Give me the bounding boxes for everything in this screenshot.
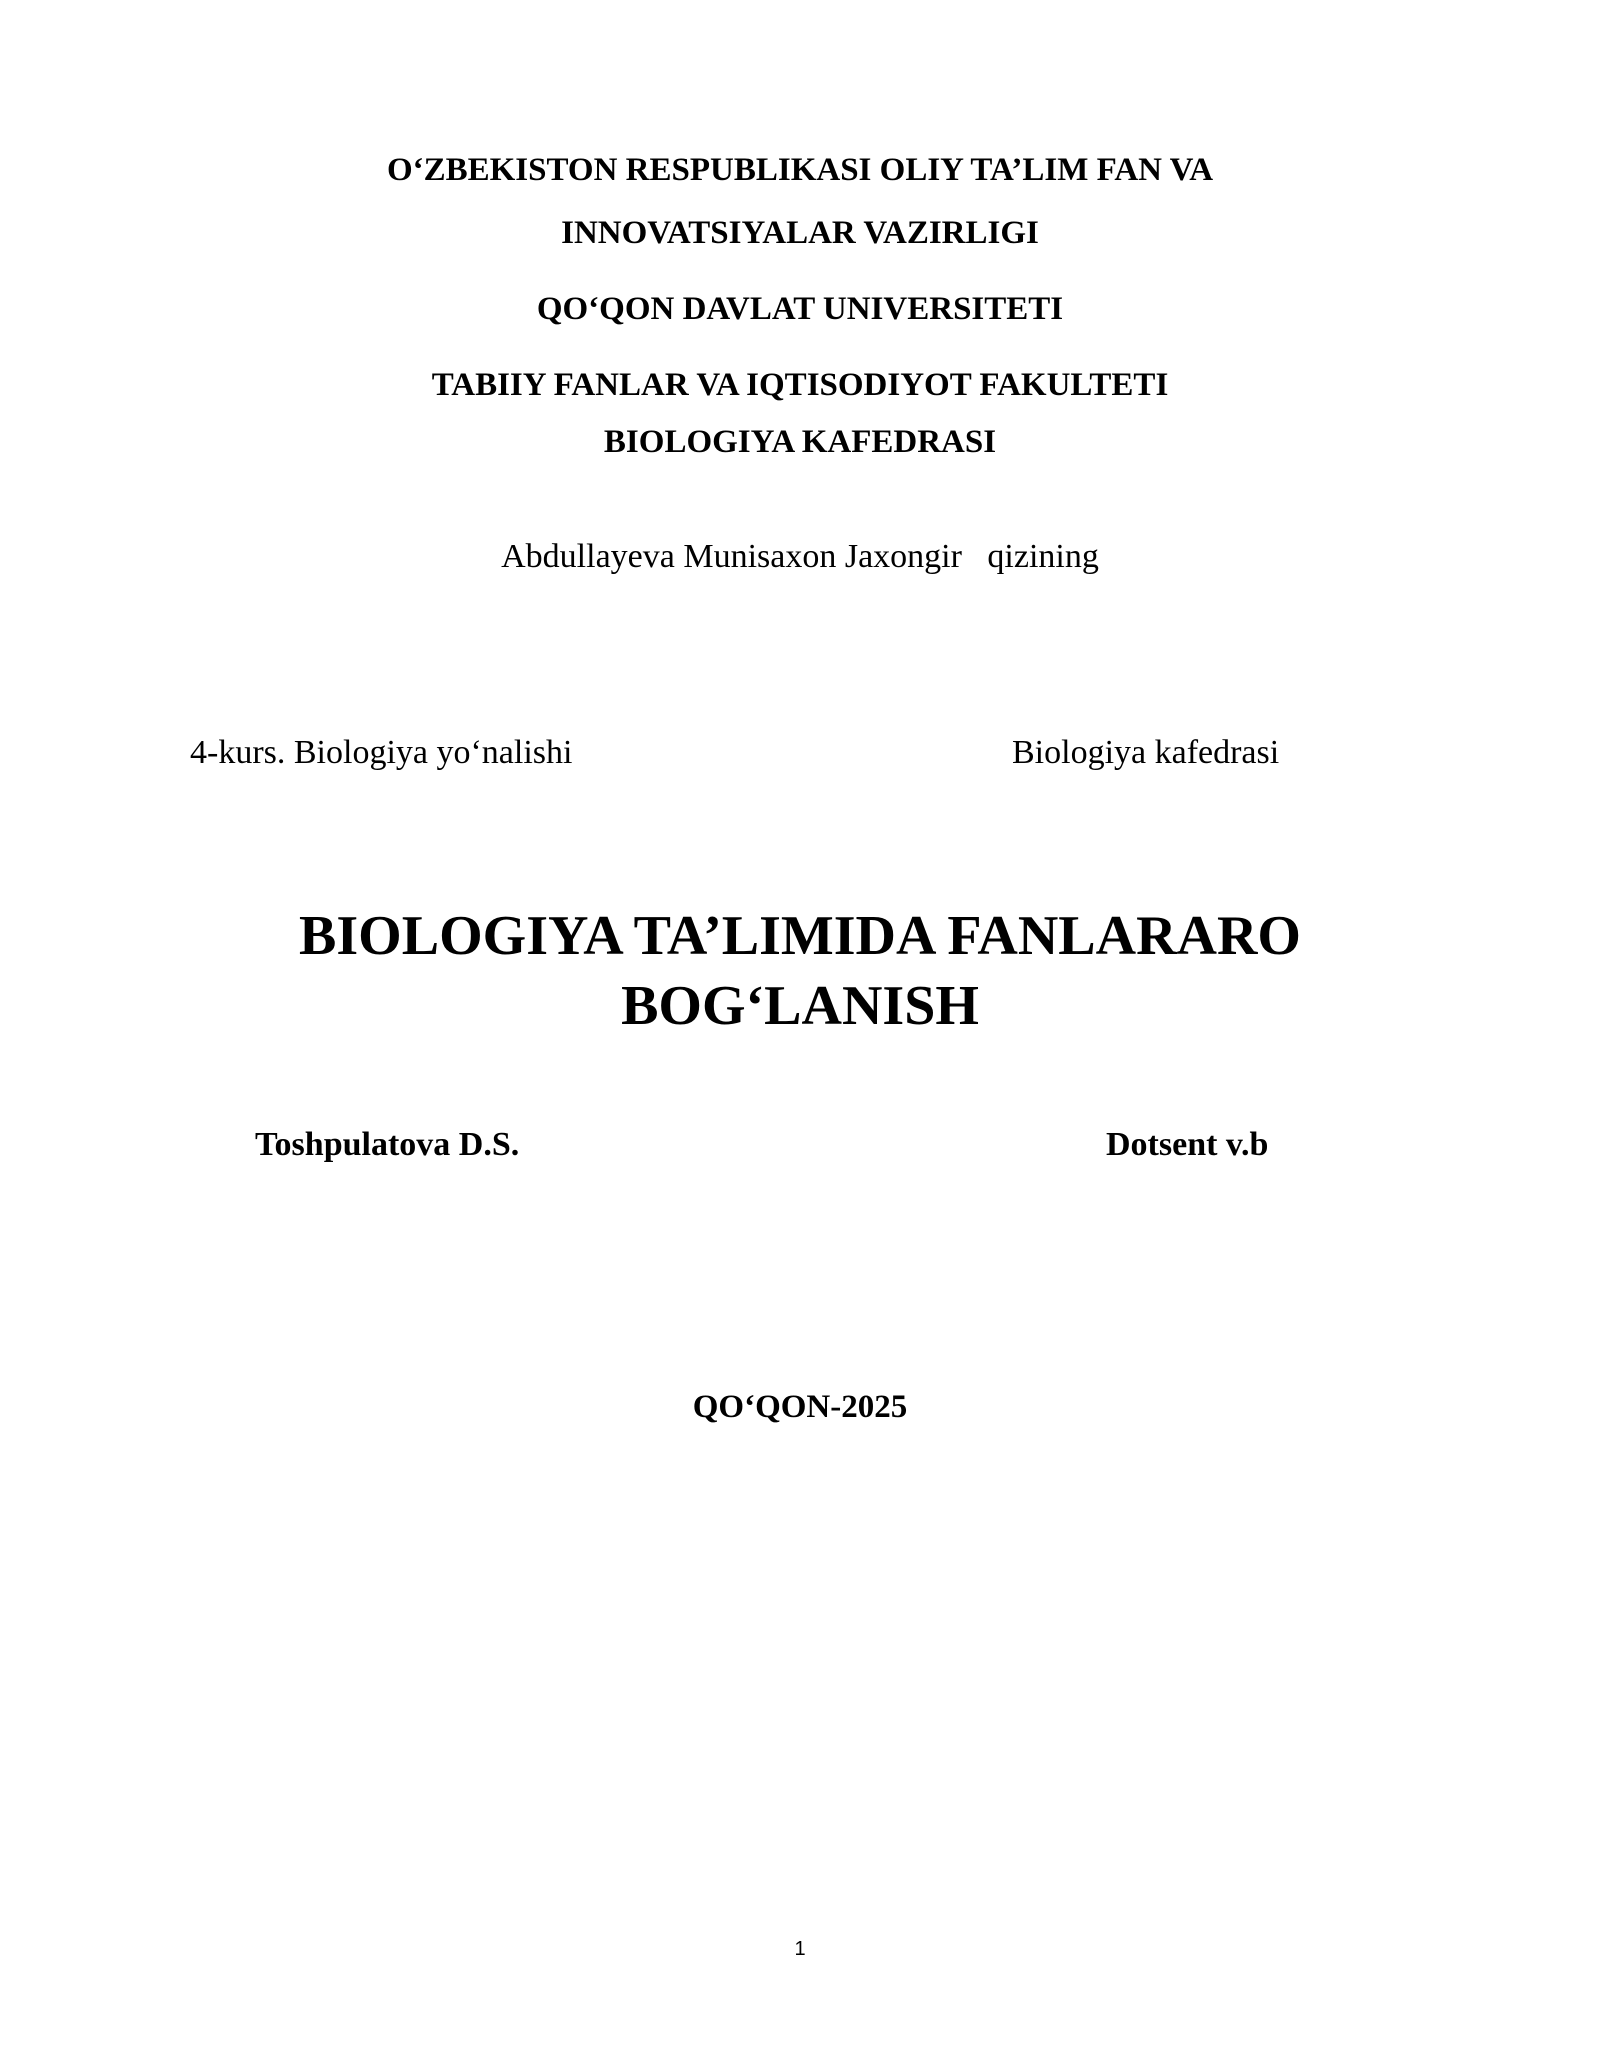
university-name: QO‘QON DAVLAT UNIVERSITETI bbox=[536, 291, 1064, 327]
city-year: QO‘QON-2025 bbox=[692, 1389, 908, 1425]
ministry-line-1: O‘ZBEKISTON RESPUBLIKASI OLIY TA’LIM FAN VA bbox=[386, 152, 1214, 188]
page-number: 1 bbox=[794, 1938, 806, 1960]
student-course: 4-kurs. Biologiya yo‘nalishi bbox=[190, 734, 573, 771]
faculty-name: TABIIY FANLAR VA IQTISODIYOT FAKULTETI bbox=[431, 367, 1169, 403]
supervisor-position: Dotsent v.b bbox=[1106, 1126, 1269, 1163]
department-name: BIOLOGIYA KAFEDRASI bbox=[603, 424, 997, 460]
student-department: Biologiya kafedrasi bbox=[1012, 734, 1280, 771]
thesis-title-line-1: BIOLOGIYA TA’LIMIDA FANLARARO bbox=[299, 905, 1301, 967]
supervisor-name: Toshpulatova D.S. bbox=[255, 1126, 520, 1163]
student-name: Abdullayeva Munisaxon Jaxongir qizining bbox=[501, 538, 1099, 575]
ministry-line-2: INNOVATSIYALAR VAZIRLIGI bbox=[561, 215, 1039, 251]
thesis-title-line-2: BOG‘LANISH bbox=[621, 975, 979, 1037]
